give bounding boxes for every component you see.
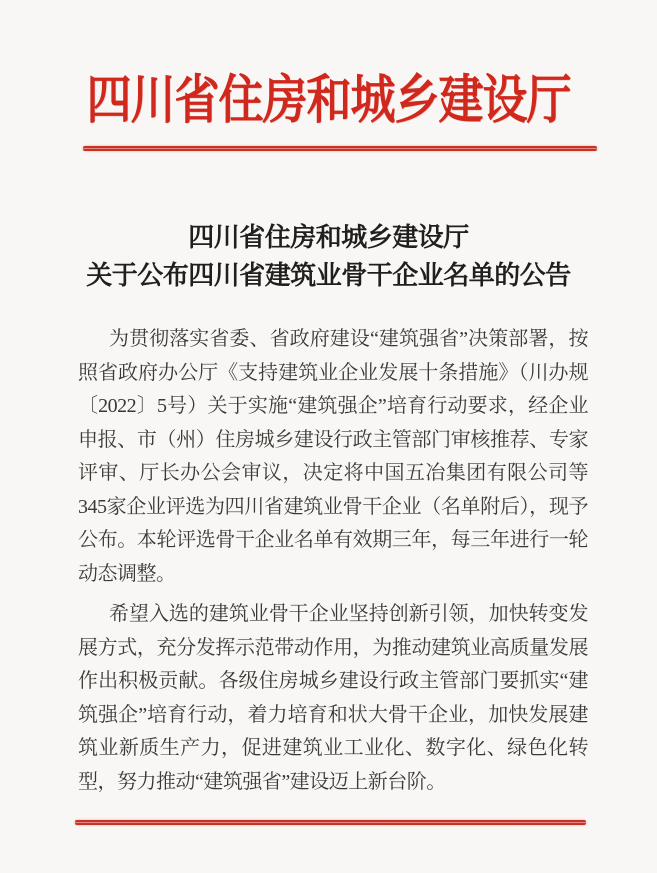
letterhead-agency-name: 四川省住房和城乡建设厅 bbox=[86, 70, 571, 129]
document-body bbox=[78, 323, 588, 799]
footer-divider-line bbox=[75, 820, 586, 825]
letterhead-divider-line bbox=[83, 146, 597, 151]
document-title bbox=[0, 219, 657, 295]
body-paragraph-1: 为贯彻落实省委、省政府建设“建筑强省”决策部署，按照省政府办公厅《支持建筑业企业发展十条措施》（川办规〔2022〕5号）关于实施“建筑强企”培育行动要求，经企业申报、市（州）住房城乡建设行政主管部门审核推荐、专家评审、厅长办公会审议，决定将中国五冶集团有限公司等345家企业评选为四川省建筑业骨干企业（名单附后），现予公布。本轮评选骨干企业名单有效期三年，每三年进行一轮动态调整。 bbox=[78, 328, 588, 585]
document-title-line1: 四川省住房和城乡建设厅 bbox=[188, 223, 469, 252]
document-title-line2: 关于公布四川省建筑业骨干企业名单的公告 bbox=[86, 261, 571, 290]
body-paragraph-2: 希望入选的建筑业骨干企业坚持创新引领，加快转变发展方式，充分发挥示范带动作用，为推动建筑业高质量发展作出积极贡献。各级住房城乡建设行政主管部门要抓实“建筑强企”培育行动，着力培育和状大骨干企业，加快发展建筑业新质生产力，促进建筑业工业化、数字化、绿色化转型，努力推动“建筑强省”建设迈上新台阶。 bbox=[78, 603, 588, 793]
